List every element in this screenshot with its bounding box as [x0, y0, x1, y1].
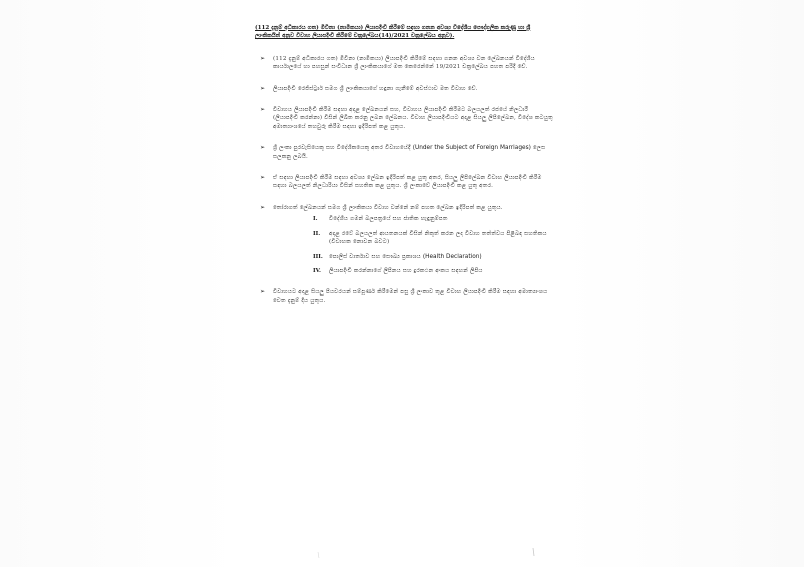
list-item	[313, 267, 555, 275]
bullet-3	[255, 106, 555, 131]
bullet-6-text: තෝරාගත් ලේඛනයන් සමග ශ්‍රී ලාංකිකයා විවාහ වන්නේ නම් පහත ලේඛන ඉදිරිපත් කළ යුතුය.	[273, 204, 503, 211]
arrow-bullet-icon: ➢	[260, 106, 266, 114]
arrow-bullet-icon: ➢	[260, 288, 266, 296]
item-number: II.	[313, 230, 321, 237]
list-item	[313, 230, 555, 247]
list-item	[313, 253, 555, 261]
item-number: III.	[313, 253, 323, 260]
item-number: I.	[313, 216, 318, 223]
item-number: IV.	[313, 267, 321, 274]
bullet-1	[255, 55, 555, 72]
bullet-7	[255, 288, 555, 305]
item-text: අදාළ රටේ බලයලත් ආයතනයක් විසින් නිකුත් කරන ලද විවාහ තත්ත්වය පිළිබඳ සහතිකය (විවාහක නොවන බවට)	[329, 230, 547, 246]
bullet-7-text: විවාහයට අදාළ සියලු පියවරයන් සම්පූර්ණ කිරීමෙන් පසු ශ්‍රී ලංකාව තුළ විවාහ ලියාපදිංචි කිරීම සඳහා අමාත්‍යාංශය වෙත දැනුම් දිය යුතුය.	[273, 289, 548, 304]
bullet-1-text: (112 දැනුම් අධිකාරය ගත) මිවිනා (නාමිකයා) ලියාපදිංචි කිරීමේ සඳහා ගනන අවශ්‍ය වන ලේඛනයන් විදේශීය කාර්යාලයේ හා පහසුන් සංවිධාන ශ්‍රී ලාංකිකයාගේ මත කෙරෙන්නේ 19/2021 චක්‍රලේඛය පහත පරිදි වේ.	[273, 55, 535, 71]
document-heading: (112 දැනුම් අධිකාරය ගත) මිවිනා (නාමිකයා) ලියාපදිංචි කිරීමේ සඳහා ගනන අවශ්‍ය විදේශීය පෞද්ගලික කරුණු හා ශ්‍රී ලාංකිකයින් අනුව විවාහ ලියාපදිංචි කිරීමේ චක්‍රලේඛය(14)/2021 චක්‍රලේඛය අනුව).	[255, 25, 531, 40]
arrow-bullet-icon: ➢	[260, 54, 266, 62]
list-item	[313, 215, 555, 223]
bullet-4	[255, 144, 555, 161]
bullet-5-text: ඒ සඳහා ලියාපදිංචි කිරීම සඳහා අවශ්‍ය ලේඛන ඉදිරිපත් කළ යුතු අතර, සියලු ලිපිලේඛන විවාහ ලියාපදිංචි කිරීම සඳහා බලයලත් නිලධාරියා විසින් සහතික කළ යුතුය. ශ්‍රී ලංකාවේ ලියාපදිංචි කළ යුතු අතර.	[273, 175, 542, 190]
bullet-6	[255, 204, 555, 275]
required-documents-list	[313, 215, 555, 275]
bullet-2-text: ලියාපදිංචි රෙජිස්ට්‍රාර් සමග ශ්‍රී ලාංකිකයාගේ හඳුනා ගැනීමේ අවස්ථාව මත විවාහ වේ.	[273, 85, 478, 92]
bullet-5	[255, 174, 555, 191]
arrow-bullet-icon: ➢	[260, 144, 266, 152]
bullet-2	[255, 85, 555, 93]
item-text: විදේශීය ගමන් බලපත්‍රයේ සහ ජාතික හැඳුනුම්පත	[329, 216, 448, 223]
foreign-marriages-subject: (Under the Subject of Foreign Marriages)	[412, 145, 531, 152]
arrow-bullet-icon: ➢	[260, 174, 266, 182]
document-body	[255, 24, 555, 318]
bullet-4-text-after: ලෙස සලකනු ලබයි.	[273, 145, 546, 160]
bullet-4-text: ශ්‍රී ලංකා පුරවැසියෙකු සහ විදේශිකයෙකු අතර විවාහයේදී	[273, 145, 413, 152]
health-declaration-label: (Health Declaration)	[422, 253, 482, 260]
arrow-bullet-icon: ➢	[260, 84, 266, 92]
item-text: ලියාපදිංචි කරන්නාගේ ලිපිනය සහ දුරකථන අංකය සඳහන් ලිපිය	[329, 267, 483, 274]
arrow-bullet-icon: ➢	[260, 203, 266, 211]
item-text: පොලිස් වාර්තාව සහ සෞඛ්‍ය ප්‍රකාශය	[329, 253, 423, 260]
bullet-3-text: විවාහය ලියාපදිංචි කිරීම සඳහා අදාළ ලේඛනයන් සහ, විවාහය ලියාපදිංචි කිරීමට බලයලත් රජයේ නිලධාරී (ලියාපදිංචි කරන්නා) විසින් ලිඛිත කරනු ලබන ලේඛනය. විවාහ ලියාපදිංචියට අදාළ සියලු ලිපිලේඛන, විදේශ කටයුතු අමාත්‍යාංශයේ තහවුරු කිරීම සඳහා ඉදිරිපත් කළ යුතුය.	[273, 107, 553, 130]
